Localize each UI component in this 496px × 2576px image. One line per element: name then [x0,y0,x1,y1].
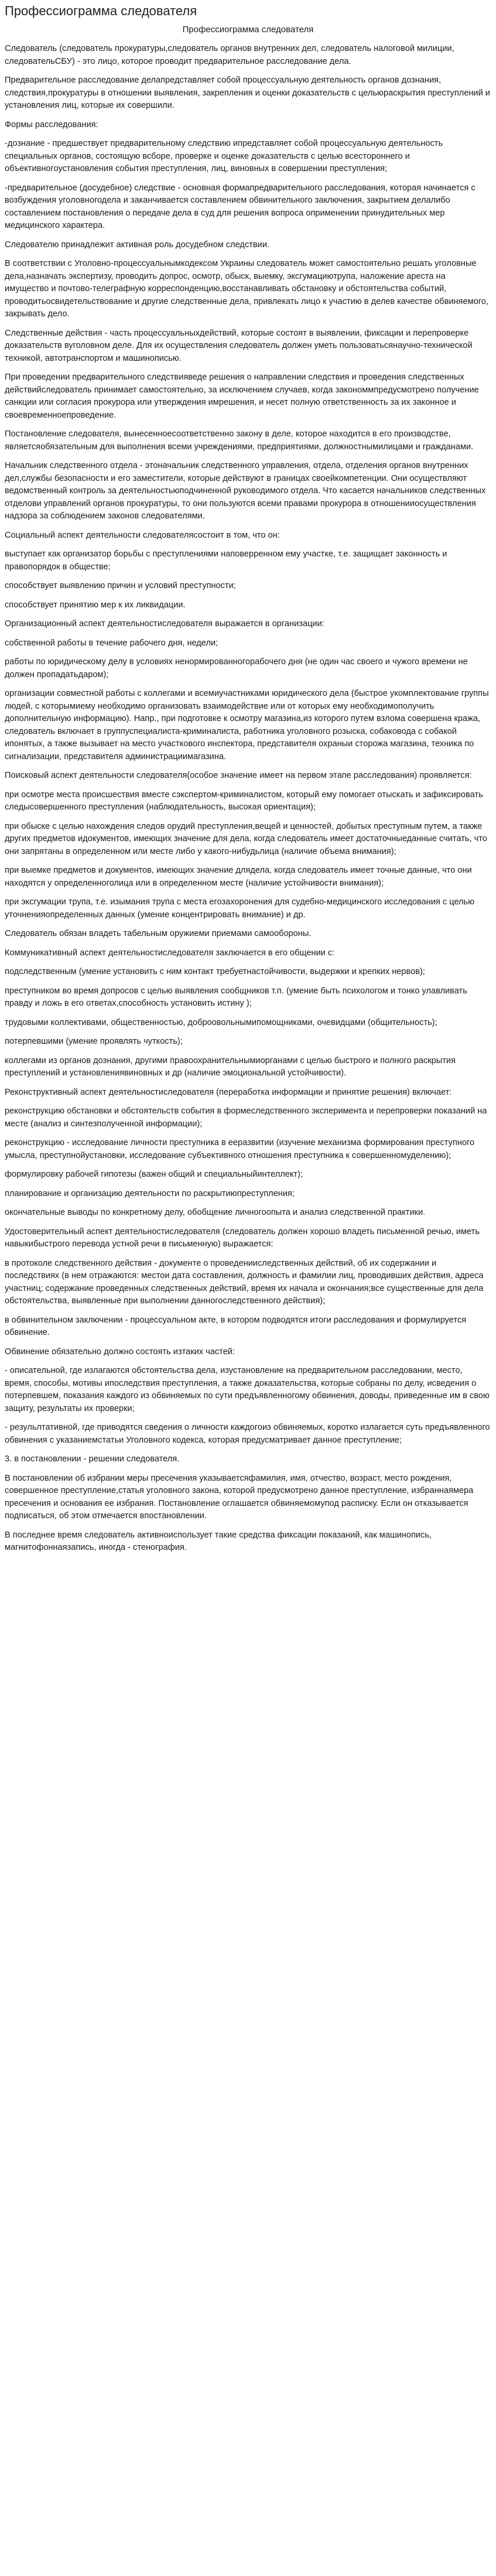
paragraph: способствует выявлению причин и условий преступности; [5,581,236,590]
paragraph: Постановление следователя, вынесенноесоответственно закону в деле, которое находится в его производстве, являетсяобязательным для выполнения всеми учреждениями, предприятиями, должностнымилицами и гражданами. [5,429,474,452]
paragraph: -дознание - предшествует предварительному следствию ипредставляет собой процессуальную деятельность специальных органов, состоящую всборе, проверке и оценке доказательств с целью всестороннего и объективногоустановления события преступления, лиц, виновных в совершении преступления; [5,139,443,173]
paragraph: Удостоверительный аспект деятельностиследователя (следователь должен хорошо владеть письменной речью, иметь навыкибыстрого перевода устной речи в письменную) выражается: [5,1226,480,1249]
paragraph: способствует принятию мер к их ликвидации. [5,600,186,610]
paragraph: Поисковый аспект деятельности следователя(особое значение имеет на первом этапе расследования) проявляется: [5,771,472,780]
paragraph: 3. в постановлении - решении следователя. [5,1454,180,1464]
paragraph: Предварительное расследование делапредставляет собой процессуальную деятельность органов дознания, следствия,прокуратуры в отношении выявления, закрепления и оценки доказательств с цельюраскрытия преступлений и установления лиц, которые их совершили. [5,76,490,110]
paragraph: Формы расследования: [5,119,98,129]
paragraph: в обвинительном заключении - процессуальном акте, в котором подводятся итоги расследования и формулируется обвинение. [5,1315,467,1337]
paragraph: при обыске с целью нахождения следов орудий преступления,вещей и ценностей, добытых преступным путем, а также других предметов идокументов, имеющих значение для дела, когда следователь имеет достаточныеданные считать, что они запрятаны в определенном или месте либо у какого-нибудьлица (наличие объема внимания); [5,821,487,856]
document-subtitle: Профессиограмма следователя [182,25,314,35]
paragraph: планирование и организацию деятельности по раскрытиюпреступления; [5,1188,295,1198]
paragraph: - резульлтативной, где приводятся сведения о личности каждогоиз обвиняемых, коротко излагается суть предъявленного обвинения с указаниемстатьи Уголовного кодекса, которая предусматривает данное преступление; [5,1423,490,1445]
paragraph: В соответствии с Уголовно-процессуальнымкодексом Украины следователь может самостоятельно решать уголовные дела,назначать экспертизу, проводить допрос, осмотр, обыск, выемку, эксгумациютрупа, наложение ареста на имущество и почтово-телеграфную корреспонденцию,восстанавливать обстановку и обстоятельства событий, проводитьосвидетельствование и другие следственные дела, привлекать лицо к участию в делев качестве обвиняемого, закрывать дело. [5,259,488,319]
paragraph: реконструкцию - исследование личности преступника в ееразвитии (изучение механизма формирования преступного умысла, преступнойустановки, исследование субъективного отношения преступника к совершенномуделению); [5,1138,475,1160]
paragraph: работы по юридическому делу в условиях ненормированногорабочего дня (не один час своего и чужого времени не должен пропадатьдаром); [5,657,468,679]
paragraph: Следователь (следователь прокуратуры,следователь органов внутренних дел, следователь налоговой милиции, следовательСБУ) - это лицо, которое проводит предварительное расследование дела. [5,44,454,66]
paragraph: выступает как организатор борьбы с преступлениями наповерренном ему участке, т.е. защищает законность и правопорядок в обществе; [5,549,447,572]
paragraph: Организационный аспект деятельностиследователя выражается в организации: [5,619,324,628]
paragraph: Обвинение обязательно должно состоять изтаких частей: [5,1347,235,1357]
paragraph: при осмотре места происшествия вместе сэкспертом-криминалистом, который ему помогает отыскать и зафиксировать следысовершенного преступления (наблюдательность, высокая ориентация); [5,790,483,812]
paragraph: В постановлении об избрании меры пресечения указываетсяфамилия, имя, отчество, возраст, место рождения, совершенное преступление,статья уголовного закона, которой предусмотрено данное преступление, избраннаямера пресечения и основания ее избрания. Постановление оглашается обвиняемомупод расписку. Если он отказывается подписаться, об этом отмечается впостановлении. [5,1473,474,1521]
paragraph: собственной работы в течение рабочего дня, недели; [5,638,218,648]
paragraph: формулировку рабочей гипотезы (важен общий и специальныйинтеллект); [5,1170,303,1179]
paragraph: Начальник следственного отдела - этоначальник следственного управления, отдела, отделения органов внутренних дел,службы безопасности и его заместители, которые действуют в границах своейкомпетенции. Они осуществляют ведомственный контроль за деятельностьюподчиненной руководимого отдела. Что касается начальников следственных отделови управлений органов прокуратуры, то они пользуются всеми правами прокурора в отношенииосуществления надзора за соблюдением законов следователями. [5,461,486,521]
paragraph: Следственные действия - часть процессуальныхдействий, которые состоят в выявлении, фиксации и перепроверке доказательств вуголовном деле. Для их осуществления следователь должен уметь пользоватьсянаучно-технической техникой, автотранспортом и машинописью. [5,328,473,363]
document-title: Профессиограмма следователя [5,4,197,18]
document-body [5,43,491,1555]
paragraph: преступником во время допросов с целью выявления сообщников т.п. (умение быть психологом и тонко улавливать правду и ложь в его ответах,способность установить истину ); [5,986,467,1008]
paragraph: Реконструктивный аспект деятельностиследователя (переработка информации и принятие решения) включает: [5,1087,452,1097]
paragraph: подследственным (умение установить с ним контакт требуетнастойчивости, выдержки и крепких нервов); [5,967,425,976]
paragraph: При проведении предварительного следствияведе решения о направлении следствия и проведения следственных действийследователь принимает самостоятельно, за исключением случаев, когда закономмпредусмотрено получение санкции или согласия прокурора или утверждения имрешения, и несет полную ответственность за их законное и своевременноепроведение. [5,373,479,420]
paragraph: трудовыми коллективами, общественностью, доброовольнымипомощниками, очевидцами (общительность); [5,1017,437,1027]
paragraph: коллегами из органов дознания, другими правоохранительнымиорганами с целью быстрого и полного раскрытия преступлений и установлениявиновных и др (наличие эмоциональной устойчивости). [5,1055,456,1078]
paragraph: в протоколе следственного действия - документе о проведенииследственных действий, об их содержании и последствиях (в нем отражаются: местои дата составления, должность и фамилии лиц, проводивших действия, адреса участниц; содержание проведенных следственных действий, время их начала и окончания;все существенные для дела обстоятельства, выявленные при выполнении данногоследственного действия); [5,1258,484,1306]
paragraph: - описательной, где излагаются обстоятельства дела, изустановление на предварительном расследовании, место, время, способы, мотивы ипоследствия преступления, а также доказательства, которые собраны по делу, исведения о потерпевшем, показания каждого из обвиняемых по сути предъявленногому обвинения, доводы, приведенные им в свою защиту, результаты их проверки; [5,1366,490,1413]
paragraph: окончательные выводы по конкретному делу, обобщение личногоопыта и анализ следственной практики. [5,1208,426,1217]
paragraph: потерпевшими (умение проявлять чуткость); [5,1037,183,1046]
paragraph: при эксгумации трупа, т.е. изымания трупа с места егозахоронения для судебно-медицинского исследования с целью уточненияопределенных данных (умение концентрировать внимание) и др. [5,897,475,920]
paragraph: В последнее время следователь активноиспользует такие средства фиксации показаний, как машинопись, магнитофоннаязапись, иногда - стенография. [5,1530,432,1552]
paragraph: организации совместной работы с коллегами и всемиучастниками юридического дела (быстрое укомплектование группы людей, с которымиему необходимо организовать взаимодействие или от которых ему необходимополучить дополнительную информацию). Напр., при подготовке к осмотру магазина,из которого путем взлома совершена кража, следователь включает в группуспециалиста-криминалиста, работника уголовного розыска, собаковода с собакой ипонятых, а также вызывает на место участкового инспектора, представителя охраныи сторожа магазина, техника по сигнализации, представителя администрациимагазина. [5,689,489,761]
paragraph: при выемке предметов и документов, имеющих значение длядела, когда следователь имеет точные данные, что они находятся у определенноголица или в определенном месте (наличие устойчивости внимания); [5,866,472,888]
paragraph: Социальный аспект деятельности следователясостоит в том, что он: [5,530,280,540]
paragraph: Следователь обязан владеть табельным оружиеми приемами самообороны. [5,929,312,938]
paragraph: -предварительное (досудебное) следствие - основная формапредварительного расследования, которая начинается с возбуждения уголовногодела и заканчивается составлением обвинительного заключения, закрытием делалибо составлением постановления о передаче дела в суд для решения вопроса оприменении принудительных мер медицинского характера. [5,183,476,230]
paragraph: Коммуникативный аспект деятельностиследователя заключается в его общении с: [5,948,335,958]
paragraph: реконструкцию обстановки и обстоятельств события в формеследственного эксперимента и перепроверки показаний на месте (анализ и синтезполученной информации); [5,1106,487,1129]
paragraph: Следователю принадлежит активная роль досудебном следствии. [5,240,270,250]
